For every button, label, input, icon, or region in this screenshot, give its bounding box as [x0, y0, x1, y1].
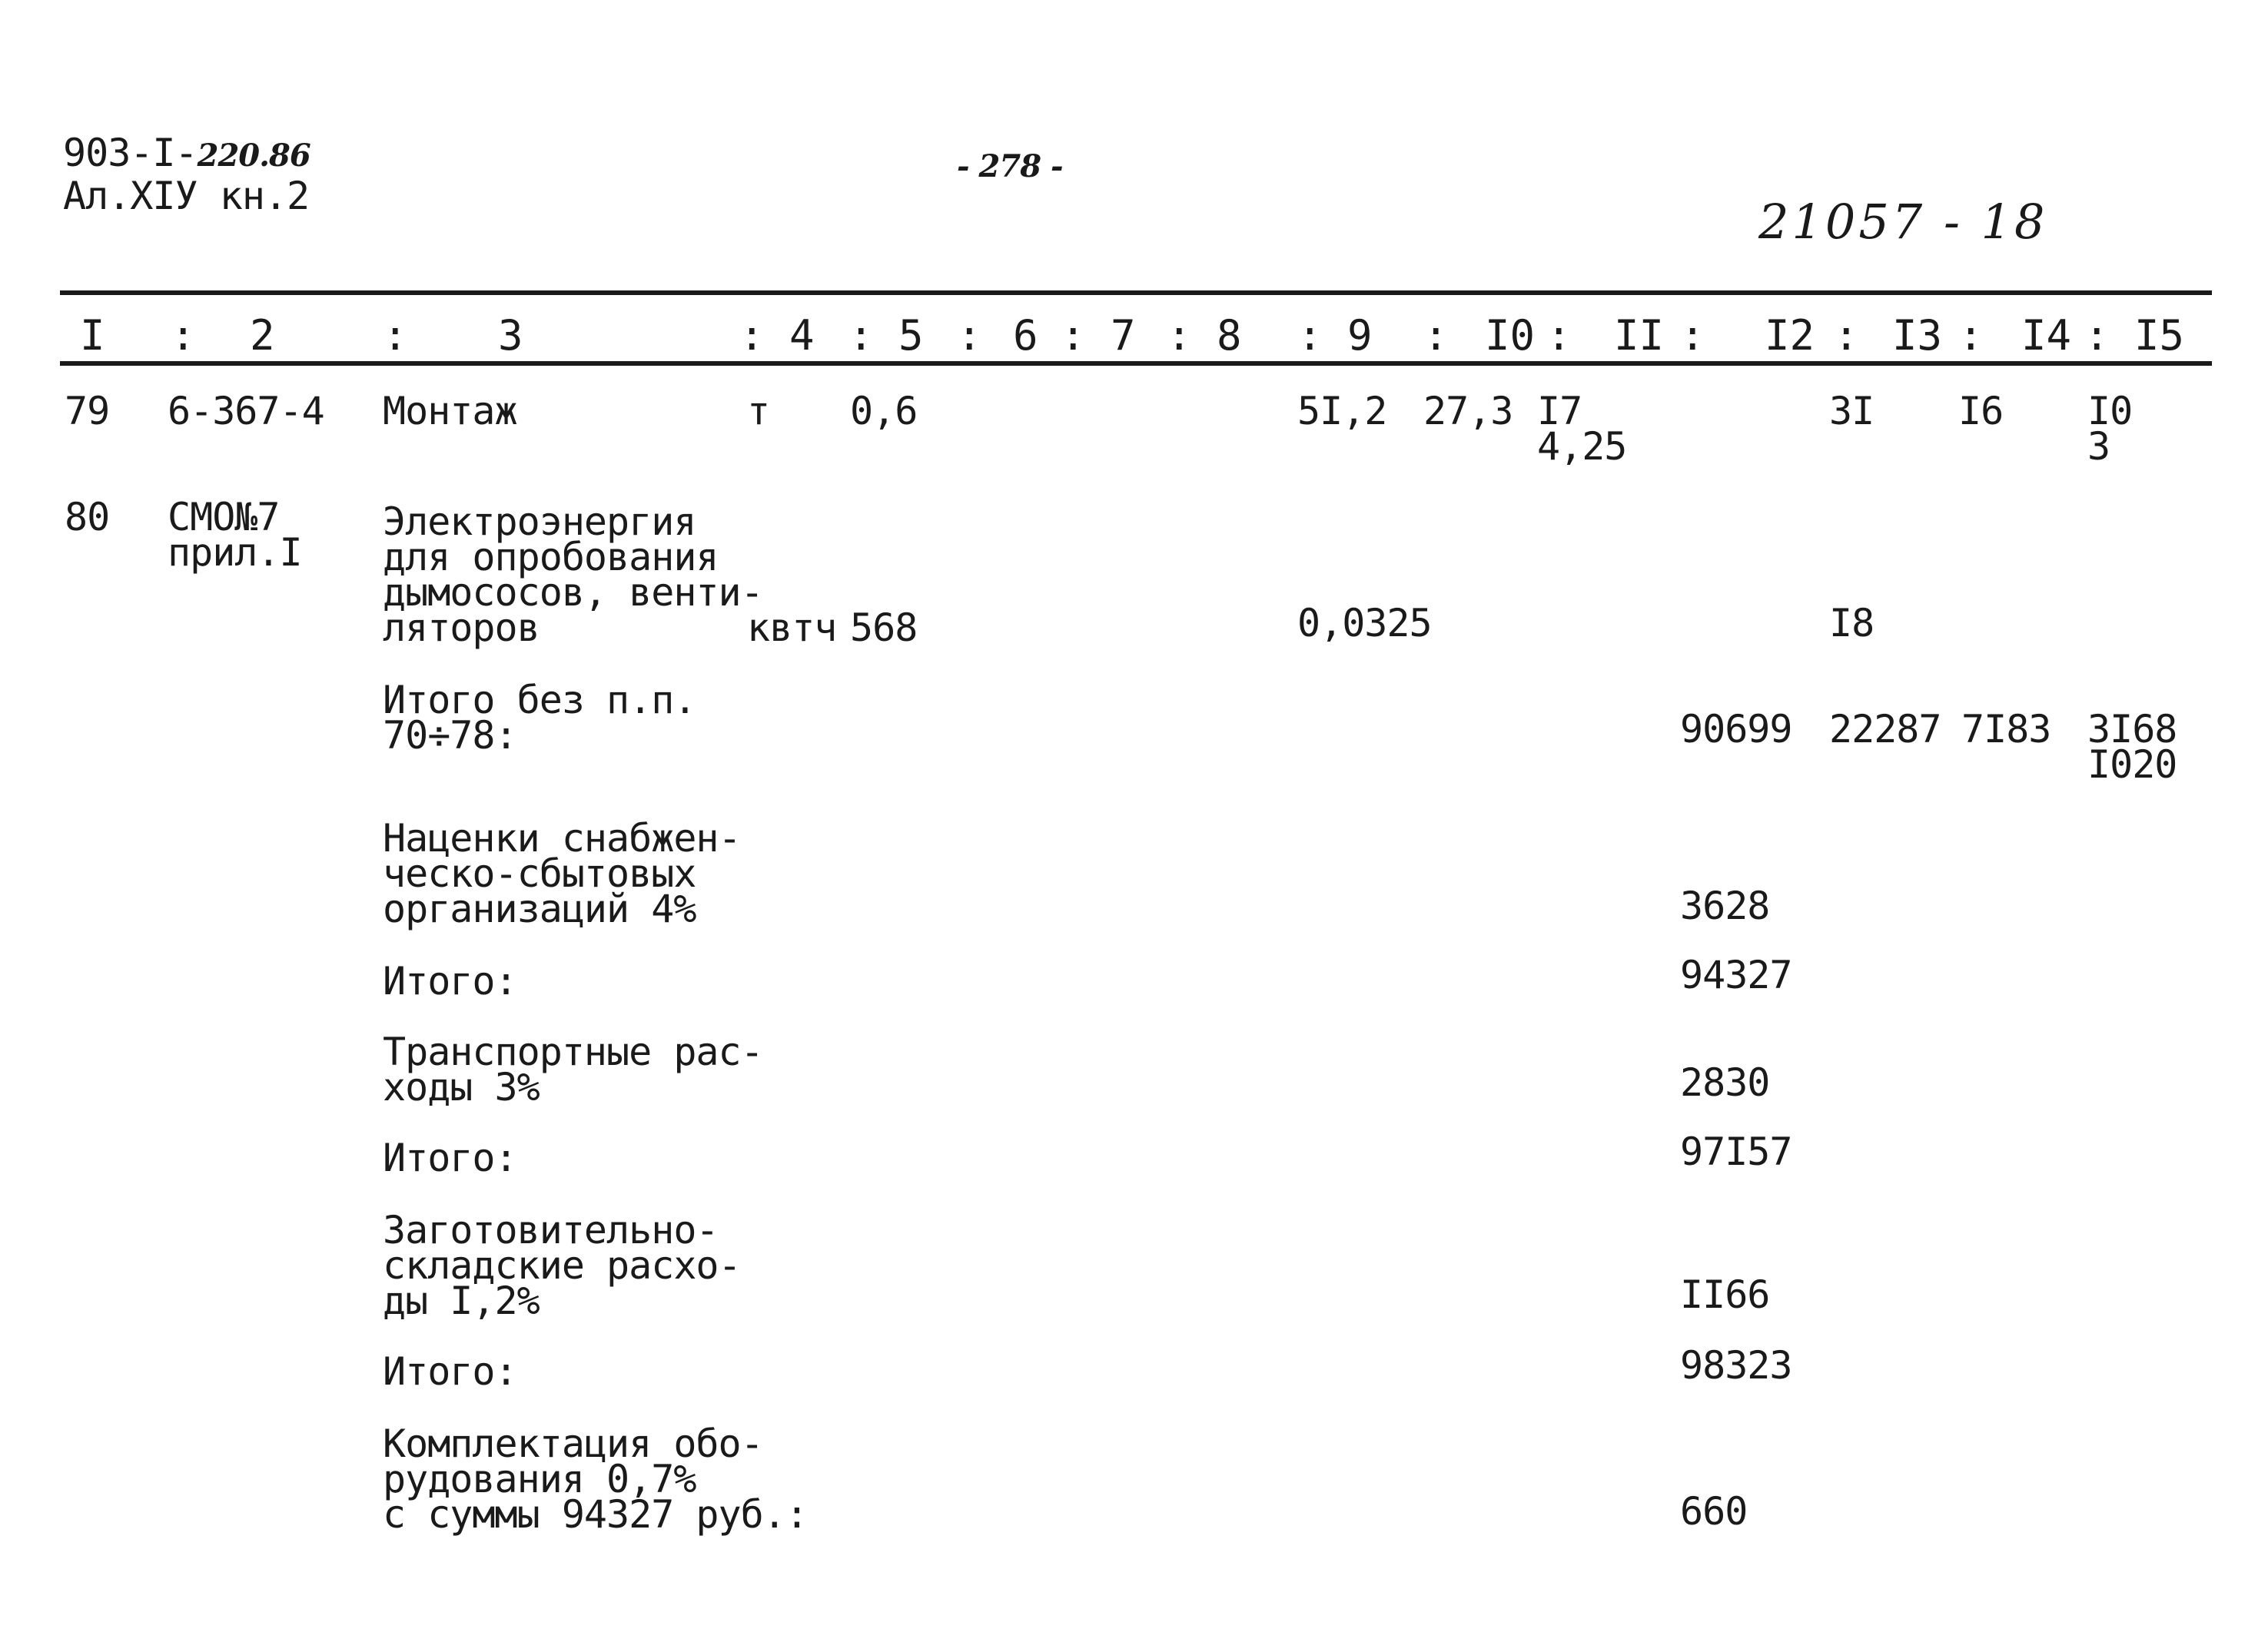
- header-col-14: I4: [2021, 311, 2072, 360]
- total-label: Наценки снабжен- ческо-сбытовых организаций 4%: [383, 816, 741, 931]
- header-sep: :: [1834, 311, 1859, 360]
- header-col-11: II: [1614, 311, 1665, 360]
- total-col-12: 3628: [1680, 884, 1770, 928]
- row-col-15: I0 3: [2087, 389, 2133, 469]
- header-col-15: : I5: [2084, 311, 2185, 360]
- row-unit: квтч: [747, 605, 837, 650]
- total-label: Заготовительно- складские расхо- ды I,2%: [383, 1208, 741, 1323]
- doc-code: [63, 131, 310, 175]
- header-col-4: : 4: [739, 311, 815, 360]
- header-col-5: : 5: [848, 311, 924, 360]
- header-sep: :: [1680, 311, 1705, 360]
- table-top-rule: [60, 290, 2212, 295]
- total-col-12: II66: [1680, 1272, 1770, 1317]
- header-sep: :: [171, 311, 196, 360]
- total-label: Итого:: [383, 1136, 517, 1180]
- header-sep: :: [383, 311, 408, 360]
- archive-stamp: 21057 - 18: [1758, 194, 2048, 250]
- header-col-2: 2: [250, 311, 275, 360]
- total-col-13: 22287: [1829, 707, 1941, 751]
- row-unit: т: [747, 389, 770, 433]
- header-col-3: 3: [498, 311, 523, 360]
- total-col-12: 94327: [1680, 953, 1792, 997]
- total-col-12: 2830: [1680, 1060, 1770, 1105]
- doc-code-handwritten: 220.86: [197, 138, 310, 174]
- total-col-12: 98323: [1680, 1343, 1792, 1388]
- header-col-6: 6: [1013, 311, 1038, 360]
- header-col-12: I2: [1765, 311, 1815, 360]
- header-sep: :: [1546, 311, 1572, 360]
- total-label: Итого:: [383, 959, 517, 1003]
- row-code: 6-367-4: [168, 389, 324, 433]
- total-col-12: 90699: [1680, 707, 1792, 751]
- row-col-10: 27,3: [1423, 389, 1513, 433]
- table-header-rule: [60, 361, 2212, 366]
- header-col-9: : 9: [1297, 311, 1373, 360]
- row-quantity: 568: [850, 605, 918, 650]
- total-label: Итого:: [383, 1349, 517, 1394]
- row-col-11: I7 4,25: [1537, 389, 1627, 469]
- total-label: Комплектация обо- рудования 0,7% с суммы 94327 руб.:: [383, 1421, 808, 1537]
- total-col-12: 97I57: [1680, 1130, 1792, 1174]
- header-sep: :: [957, 311, 982, 360]
- row-col-9: 0,0325: [1297, 601, 1432, 645]
- row-name: Монтаж: [383, 389, 517, 433]
- doc-code-prefix: 903-I-: [63, 131, 198, 175]
- header-col-1: I: [80, 311, 105, 360]
- row-quantity: 0,6: [850, 389, 918, 433]
- row-col-14: I6: [1958, 389, 2004, 433]
- total-col-12: 660: [1680, 1489, 1748, 1534]
- row-number: 80: [65, 495, 110, 539]
- total-col-15: 3I68 I020: [2087, 707, 2177, 787]
- row-code: СМО№7 прил.I: [168, 495, 302, 575]
- row-number: 79: [65, 389, 110, 433]
- header-sep: :: [1423, 311, 1449, 360]
- total-col-14: 7I83: [1961, 707, 2051, 751]
- header-col-13: I3: [1892, 311, 1943, 360]
- header-sep: :: [1958, 311, 1984, 360]
- row-col-13: 3I: [1829, 389, 1875, 433]
- total-label: Транспортные рас- ходы 3%: [383, 1030, 763, 1110]
- header-col-10: I0: [1485, 311, 1536, 360]
- total-label: Итого без п.п. 70÷78:: [383, 678, 696, 758]
- row-col-13: I8: [1829, 601, 1875, 645]
- doc-album: Ал.XIУ кн.2: [63, 174, 310, 218]
- row-name: Электроэнергия для опробования дымососов, венти- ляторов: [383, 499, 763, 650]
- header-col-8: : 8: [1167, 311, 1242, 360]
- page-number: - 278 -: [957, 148, 1063, 184]
- row-col-9: 5I,2: [1297, 389, 1387, 433]
- header-col-7: : 7: [1061, 311, 1136, 360]
